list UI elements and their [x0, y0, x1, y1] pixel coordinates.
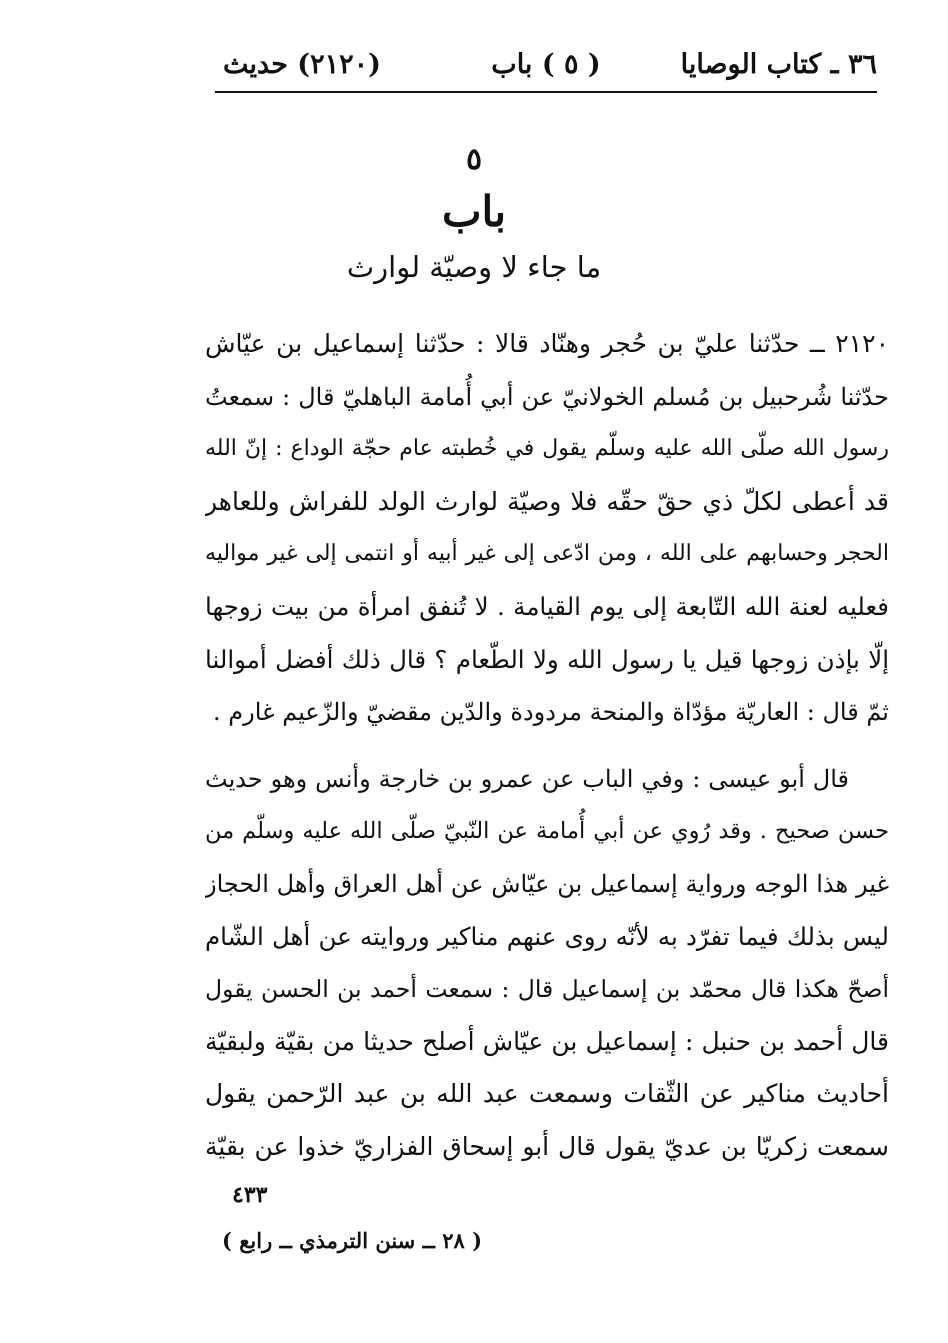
chapter-reference: ( ٥ ) باب [491, 49, 601, 80]
commentary-line: قال أحمد بن حنبل : إسماعيل بن عيّاش أصلح حديثا من بقيّة ولبقيّة [205, 1026, 889, 1056]
commentary-line: سمعت زكريّا بن عديّ يقول قال أبو إسحاق الفزاريّ خذوا عن بقيّة [205, 1131, 889, 1161]
printer-signature: ( ٢٨ ــ سنن الترمذي ــ رابع ) [222, 1228, 483, 1253]
header-rule [215, 91, 877, 93]
commentary-line: حسن صحيح . وقد رُوي عن أبي أُمامة عن النّبيّ صلّى الله عليه وسلّم من [205, 818, 889, 845]
hadith-line: رسول الله صلّى الله عليه وسلّم يقول في خُطبته عام حجّة الوداع : إنّ الله [205, 436, 889, 462]
commentary-line: أصحّ هكذا قال محمّد بن إسماعيل قال : سمعت أحمد بن الحسن يقول [205, 975, 889, 1004]
hadith-line: إلّا بإذن زوجها قيل يا رسول الله ولا الطّعام ؟ قال ذلك أفضل أموالنا [205, 644, 889, 674]
hadith-line: حدّثنا شُرحبيل بن مُسلم الخولانيّ عن أبي أُمامة الباهليّ قال : سمعتُ [205, 382, 889, 411]
book-part-title: ٣٦ ـ كتاب الوصايا [680, 49, 877, 80]
paragraph-gap [205, 739, 889, 753]
chapter-number: ٥ [465, 142, 483, 177]
chapter-title: ما جاء لا وصيّة لوارث [346, 250, 602, 284]
hadith-reference: (٢١٢٠) حديث [223, 49, 381, 80]
hadith-line: فعليه لعنة الله التّابعة إلى يوم القيامة . لا تُنفق امرأة من بيت زوجها [205, 591, 889, 621]
running-header [215, 42, 877, 88]
hadith-line: الحجر وحسابهم على الله ، ومن ادّعى إلى غير أبيه أو انتمى إلى غير مواليه [205, 541, 889, 567]
commentary-line: غير هذا الوجه ورواية إسماعيل بن عيّاش عن أهل العراق وأهل الحجاز [205, 869, 889, 898]
commentary-line: أحاديث مناكير عن الثّقات وسمعت عبد الله بن عبد الرّحمن يقول [205, 1079, 889, 1109]
commentary-line: ليس بذلك فيما تفرّد به لأنّه روى عنهم مناكير وروايته عن أهل الشّام [205, 921, 889, 951]
hadith-line: قد أعطى لكلّ ذي حقّ حقّه فلا وصيّة لوارث الولد للفراش وللعاهر [205, 486, 889, 516]
chapter-label: باب [441, 187, 507, 236]
page-number: ٤٣٣ [232, 1182, 268, 1208]
hadith-line: ثمّ قال : العاريّة مؤدّاة والمنحة مردودة والدّين مقضيّ والزّعيم غارم . [213, 698, 889, 727]
commentary-line: قال أبو عيسى : وفي الباب عن عمرو بن خارجة وأنس وهو حديث [205, 764, 849, 793]
main-text [205, 318, 889, 1174]
hadith-line: ٢١٢٠ ــ حدّثنا عليّ بن حُجر وهنّاد قالا : حدّثنا إسماعيل بن عيّاش [205, 329, 889, 358]
